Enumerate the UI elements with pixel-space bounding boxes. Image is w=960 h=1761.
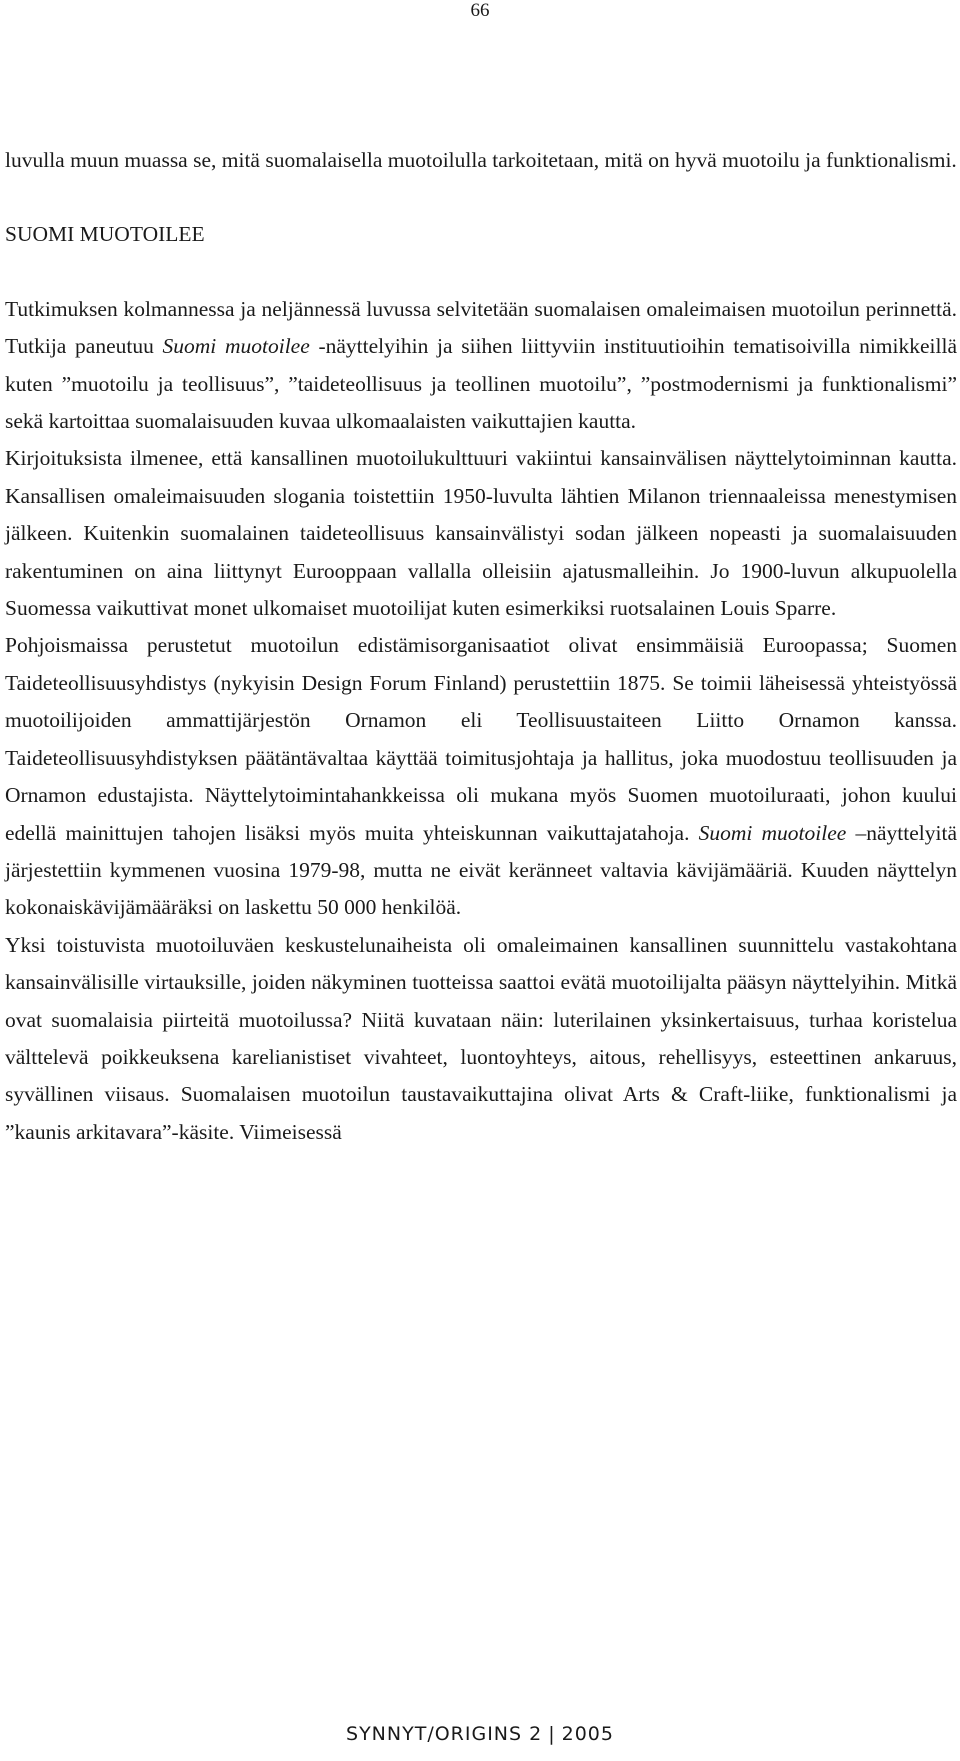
article-body bbox=[5, 142, 957, 1151]
paragraph-2-text-a: Tutkimuksen kolmannessa ja neljännessä luvussa selvitetään suomalaisen omaleimaisen muotoilun perinnettä. Tutkija paneutuu bbox=[5, 296, 957, 359]
paragraph-2-text-b: -näyttelyihin ja siihen liittyviin instituutioihin tematisoivilla nimikkeillä kuten ”muotoilu ja teollisuus”, ”taideteollisuus ja teollinen muotoilu”, ”postmodernismi ja funktionalismi” sekä kartoittaa suomalaisuuden kuvaa ulkomaalaisten vaikuttajien kautta. bbox=[5, 334, 957, 434]
paragraph-2 bbox=[5, 291, 957, 441]
exhibition-title-italic: Suomi muotoilee bbox=[162, 334, 310, 359]
paragraph-3: Kirjoituksista ilmenee, että kansallinen muotoilukulttuuri vakiintui kansainvälisen näyttelytoiminnan kautta. Kansallisen omaleimaisuuden slogania toistettiin 1950-luvulta lähtien Milanon triennaaleissa menestymisen jälkeen. Kuitenkin suomalainen taideteollisuus kansainvälistyi sodan jälkeen nopeasti ja suomalaisuuden rakentuminen on aina liittynyt Eurooppaan vallalla olleisiin ajatusmalleihin. Jo 1900-luvun alkupuolella Suomessa vaikuttivat monet ulkomaiset muotoilijat kuten esimerkiksi ruotsalainen Louis Sparre. bbox=[5, 446, 957, 621]
footer-separator: | bbox=[548, 1723, 556, 1745]
paragraph-4-text-a: Pohjoismaissa perustetut muotoilun edistämisorganisaatiot olivat ensimmäisiä Euroopassa; Suomen Taideteollisuusyhdistys (nykyisin Design Forum Finland) perustettiin 1875. Se toimii läheisessä yhteistyössä muotoilijoiden ammattijärjestön Ornamon eli Teollisuustaiteen Liitto Ornamon kanssa. Taideteollisuusyhdistyksen päätäntävaltaa käyttää toimitusjohtaja ja hallitus, joka muodostuu teollisuuden ja Ornamon edustajista. Näyttelytoimintahankkeissa oli mukana myös Suomen muotoiluraati, johon kuului edellä mainittujen tahojen lisäksi myös muita yhteiskunnan vaikuttajatahoja. bbox=[5, 633, 957, 845]
section-heading: SUOMI MUOTOILEE bbox=[5, 222, 205, 247]
spacer bbox=[5, 254, 957, 291]
paragraph-4 bbox=[5, 627, 957, 926]
footer-year: 2005 bbox=[561, 1723, 614, 1745]
page-number: 66 bbox=[470, 0, 490, 21]
page-footer bbox=[0, 1722, 960, 1746]
footer-publication: SYNNYT/ORIGINS 2 bbox=[346, 1723, 543, 1745]
paragraph-5: Yksi toistuvista muotoiluväen keskustelunaiheista oli omaleimainen kansallinen suunnittelu vastakohtana kansainvälisille virtauksille, joiden näkyminen tuotteissa saattoi evätä muotoilijalta pääsyn näyttelyihin. Mitkä ovat suomalaisia piirteitä muotoilussa? Niitä kuvataan näin: luterilainen yksinkertaisuus, turhaa koristelua välttelevä poikkeuksena karelianistiset vivahteet, luontoyhteys, aitous, rehellisyys, esteettinen ankaruus, syvällinen viisaus. Suomalaisen muotoilun taustavaikuttajina olivat Arts & Craft-liike, funktionalismi ja ”kaunis arkitavara”-käsite. Viimeisessä bbox=[5, 932, 957, 1144]
paragraph-1: luvulla muun muassa se, mitä suomalaisella muotoilulla tarkoitetaan, mitä on hyvä muotoilu ja funktionalismi. bbox=[5, 148, 957, 172]
exhibition-title-italic: Suomi muotoilee bbox=[698, 820, 847, 845]
paragraph-4-text-b: –näyttelyitä järjestettiin kymmenen vuosina 1979-98, mutta ne eivät keränneet valtavia kävijämääriä. Kuuden näyttelyn kokonaiskävijämääräksi on laskettu 50 000 henkilöä. bbox=[5, 820, 957, 920]
spacer bbox=[5, 179, 957, 216]
